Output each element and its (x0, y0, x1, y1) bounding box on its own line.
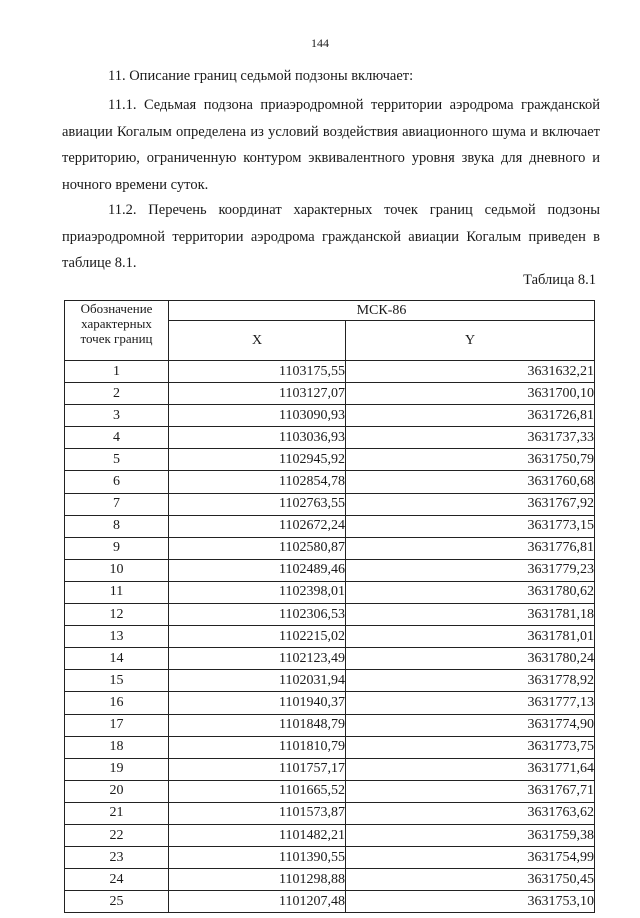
point-number-cell: 8 (65, 515, 169, 537)
page-number: 144 (311, 36, 329, 50)
y-coordinate-cell: 3631774,90 (346, 714, 595, 736)
table-row (65, 383, 595, 405)
x-coordinate-cell: 1101573,87 (169, 802, 346, 824)
point-number-cell: 16 (65, 692, 169, 714)
y-coordinate-cell: 3631773,15 (346, 515, 595, 537)
table-row (65, 670, 595, 692)
x-coordinate-cell: 1103127,07 (169, 383, 346, 405)
table-row (65, 824, 595, 846)
point-number-cell: 12 (65, 604, 169, 626)
paragraph-11-2: 11.2. Перечень координат характерных точек границ седьмой подзоны приаэродромной территории аэродрома гражданской авиации Когалым приведен в таблице 8.1. (62, 202, 600, 271)
point-number-cell: 14 (65, 648, 169, 670)
x-coordinate-cell: 1102854,78 (169, 471, 346, 493)
table-row (65, 847, 595, 869)
x-coordinate-cell: 1103036,93 (169, 427, 346, 449)
x-coordinate-cell: 1102672,24 (169, 515, 346, 537)
table-row (65, 515, 595, 537)
point-number-cell: 15 (65, 670, 169, 692)
x-coordinate-cell: 1101298,88 (169, 869, 346, 891)
x-coordinate-cell: 1101665,52 (169, 780, 346, 802)
table-row (65, 361, 595, 383)
table-row (65, 537, 595, 559)
x-coordinate-cell: 1102489,46 (169, 559, 346, 581)
paragraph-11-1: 11.1. Седьмая подзона приаэродромной территории аэродрома гражданской авиации Когалым определена из условий воздействия авиационного шума и включает территорию, ограниченную контуром эквивалентного уровня звука для дневного и ночного времени суток. (62, 97, 600, 193)
point-number-cell: 20 (65, 780, 169, 802)
y-coordinate-cell: 3631632,21 (346, 361, 595, 383)
table-row (65, 449, 595, 471)
y-coordinate-cell: 3631750,79 (346, 449, 595, 471)
header-coordinate-system: МСК-86 (169, 301, 595, 321)
x-coordinate-cell: 1102215,02 (169, 626, 346, 648)
table-row (65, 891, 595, 913)
x-coordinate-cell: 1102123,49 (169, 648, 346, 670)
point-number-cell: 7 (65, 493, 169, 515)
point-number-cell: 4 (65, 427, 169, 449)
table-row (65, 692, 595, 714)
header-y: Y (346, 321, 595, 361)
x-coordinate-cell: 1101757,17 (169, 758, 346, 780)
y-coordinate-cell: 3631781,01 (346, 626, 595, 648)
x-coordinate-cell: 1102031,94 (169, 670, 346, 692)
y-coordinate-cell: 3631737,33 (346, 427, 595, 449)
x-coordinate-cell: 1101207,48 (169, 891, 346, 913)
table-row (65, 427, 595, 449)
y-coordinate-cell: 3631767,71 (346, 780, 595, 802)
y-coordinate-cell: 3631753,10 (346, 891, 595, 913)
y-coordinate-cell: 3631781,18 (346, 604, 595, 626)
x-coordinate-cell: 1101848,79 (169, 714, 346, 736)
y-coordinate-cell: 3631767,92 (346, 493, 595, 515)
x-coordinate-cell: 1103175,55 (169, 361, 346, 383)
section-heading: 11. Описание границ седьмой подзоны включает: (108, 68, 414, 84)
y-coordinate-cell: 3631780,24 (346, 648, 595, 670)
y-coordinate-cell: 3631776,81 (346, 537, 595, 559)
x-coordinate-cell: 1101940,37 (169, 692, 346, 714)
x-coordinate-cell: 1102580,87 (169, 537, 346, 559)
y-coordinate-cell: 3631773,75 (346, 736, 595, 758)
x-coordinate-cell: 1101810,79 (169, 736, 346, 758)
table-row (65, 559, 595, 581)
y-coordinate-cell: 3631763,62 (346, 802, 595, 824)
table-row (65, 471, 595, 493)
point-number-cell: 3 (65, 405, 169, 427)
x-coordinate-cell: 1102306,53 (169, 604, 346, 626)
table-row (65, 648, 595, 670)
y-coordinate-cell: 3631760,68 (346, 471, 595, 493)
table-row (65, 758, 595, 780)
point-number-cell: 9 (65, 537, 169, 559)
point-number-cell: 18 (65, 736, 169, 758)
table-row (65, 802, 595, 824)
table-row (65, 604, 595, 626)
x-coordinate-cell: 1101390,55 (169, 847, 346, 869)
table-row (65, 736, 595, 758)
x-coordinate-cell: 1101482,21 (169, 824, 346, 846)
point-number-cell: 22 (65, 824, 169, 846)
point-number-cell: 25 (65, 891, 169, 913)
header-point-designation: Обозначение характерных точек границ (65, 301, 169, 361)
table-row (65, 714, 595, 736)
y-coordinate-cell: 3631771,64 (346, 758, 595, 780)
y-coordinate-cell: 3631700,10 (346, 383, 595, 405)
point-number-cell: 11 (65, 581, 169, 603)
x-coordinate-cell: 1102763,55 (169, 493, 346, 515)
point-number-cell: 19 (65, 758, 169, 780)
y-coordinate-cell: 3631780,62 (346, 581, 595, 603)
header-x: X (169, 321, 346, 361)
x-coordinate-cell: 1103090,93 (169, 405, 346, 427)
point-number-cell: 5 (65, 449, 169, 471)
table-row (65, 405, 595, 427)
table-row (65, 581, 595, 603)
point-number-cell: 17 (65, 714, 169, 736)
table-caption: Таблица 8.1 (523, 272, 596, 288)
table-row (65, 780, 595, 802)
table-row (65, 869, 595, 891)
point-number-cell: 10 (65, 559, 169, 581)
point-number-cell: 23 (65, 847, 169, 869)
y-coordinate-cell: 3631754,99 (346, 847, 595, 869)
point-number-cell: 24 (65, 869, 169, 891)
table-body (65, 361, 595, 913)
table-row (65, 493, 595, 515)
x-coordinate-cell: 1102398,01 (169, 581, 346, 603)
coordinates-table (64, 300, 595, 913)
y-coordinate-cell: 3631759,38 (346, 824, 595, 846)
y-coordinate-cell: 3631779,23 (346, 559, 595, 581)
point-number-cell: 13 (65, 626, 169, 648)
y-coordinate-cell: 3631777,13 (346, 692, 595, 714)
point-number-cell: 2 (65, 383, 169, 405)
y-coordinate-cell: 3631726,81 (346, 405, 595, 427)
x-coordinate-cell: 1102945,92 (169, 449, 346, 471)
y-coordinate-cell: 3631778,92 (346, 670, 595, 692)
table-row (65, 626, 595, 648)
point-number-cell: 21 (65, 802, 169, 824)
point-number-cell: 1 (65, 361, 169, 383)
point-number-cell: 6 (65, 471, 169, 493)
y-coordinate-cell: 3631750,45 (346, 869, 595, 891)
